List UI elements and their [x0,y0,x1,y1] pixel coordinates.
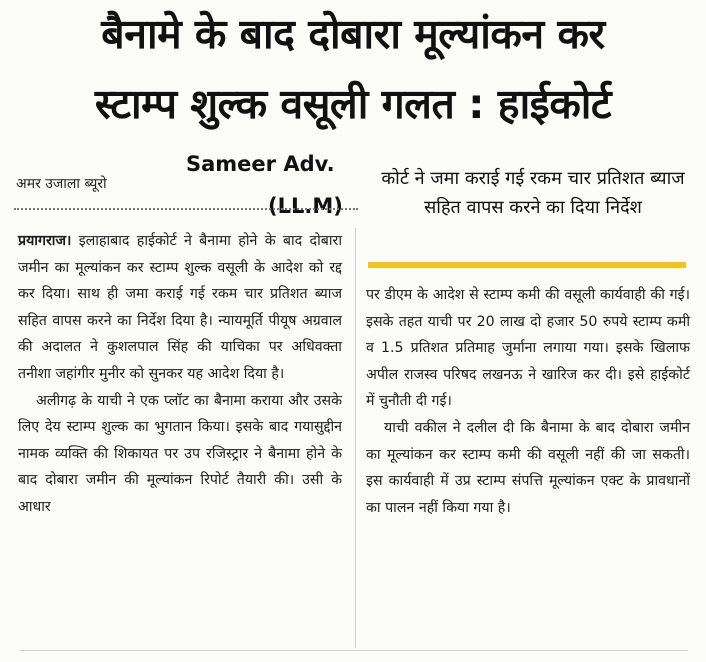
subheadline-accent-bar [368,262,686,268]
left-paragraph-1 [18,228,342,388]
left-paragraph-2: अलीगढ़ के याची ने एक प्लॉट का बैनामा कराया और उसके लिए देय स्टाम्प शुल्क का भुगतान किया। इसके बाद गयासुद्दीन नामक व्यक्ति की शिकायत पर उप रजिस्ट्रार ने बैनामा होने के बाद दोबारा जमीन की मूल्यांकन रिपोर्ट तैयारी की। उसी के आधार [18,392,342,515]
left-paragraph-1-text: इलाहाबाद हाईकोर्ट ने बैनामा होने के बाद दोबारा जमीन का मूल्यांकन कर स्टाम्प शुल्क वसूली के आदेश को रद्द कर दिया। साथ ही जमा कराई गई रकम चार प्रतिशत ब्याज सहित वापस करने का निर्देश दिया है। न्यायमूर्ति पीयूष अग्रवाल की अदालत ने कुशलपाल सिंह की याचिका पर अधिवक्ता तनीशा जहांगीर मुनीर को सुनकर यह आदेश दिया है। [18,233,342,382]
right-paragraph-2: याची वकील ने दलील दी कि बैनामा के बाद दोबारा जमीन का मूल्यांकन कर स्टाम्प कमी की वसूली नहीं की जा सकती। इस कार्यवाही में उप्र स्टाम्प संपत्ति मूल्यांकन एक्ट के प्रावधानों का पालन नहीं किया गया है। [366,419,690,516]
watermark-name: Sameer Adv. [186,152,335,176]
bottom-rule [20,650,688,651]
byline-divider [14,208,358,210]
headline-line-2: स्टाम्प शुल्क वसूली गलत : हाईकोर्ट [94,80,612,128]
subheadline: कोर्ट ने जमा कराई गई रकम चार प्रतिशत ब्याज सहित वापस करने का दिया निर्देश [381,168,685,218]
byline: अमर उजाला ब्यूरो [16,176,107,192]
watermark-degree: (LL.M) [268,194,343,218]
column-divider [355,228,356,648]
article-left-column [18,228,342,521]
article-right-column [366,282,690,521]
dateline: प्रयागराज। [18,233,72,249]
headline-line-1: बैनामे के बाद दोबारा मूल्यांकन कर [101,10,605,58]
right-paragraph-1: पर डीएम के आदेश से स्टाम्प कमी की वसूली कार्यवाही की गई। इसके तहत याची पर 20 लाख दो हजार 50 रुपये स्टाम्प कमी व 1.5 प्रतिशत प्रतिमाह जुर्माना लगाया गया। इसके खिलाफ अपील राजस्व परिषद लखनऊ ने खारिज कर दी। इसे हाईकोर्ट में चुनौती दी गई। [366,287,690,410]
